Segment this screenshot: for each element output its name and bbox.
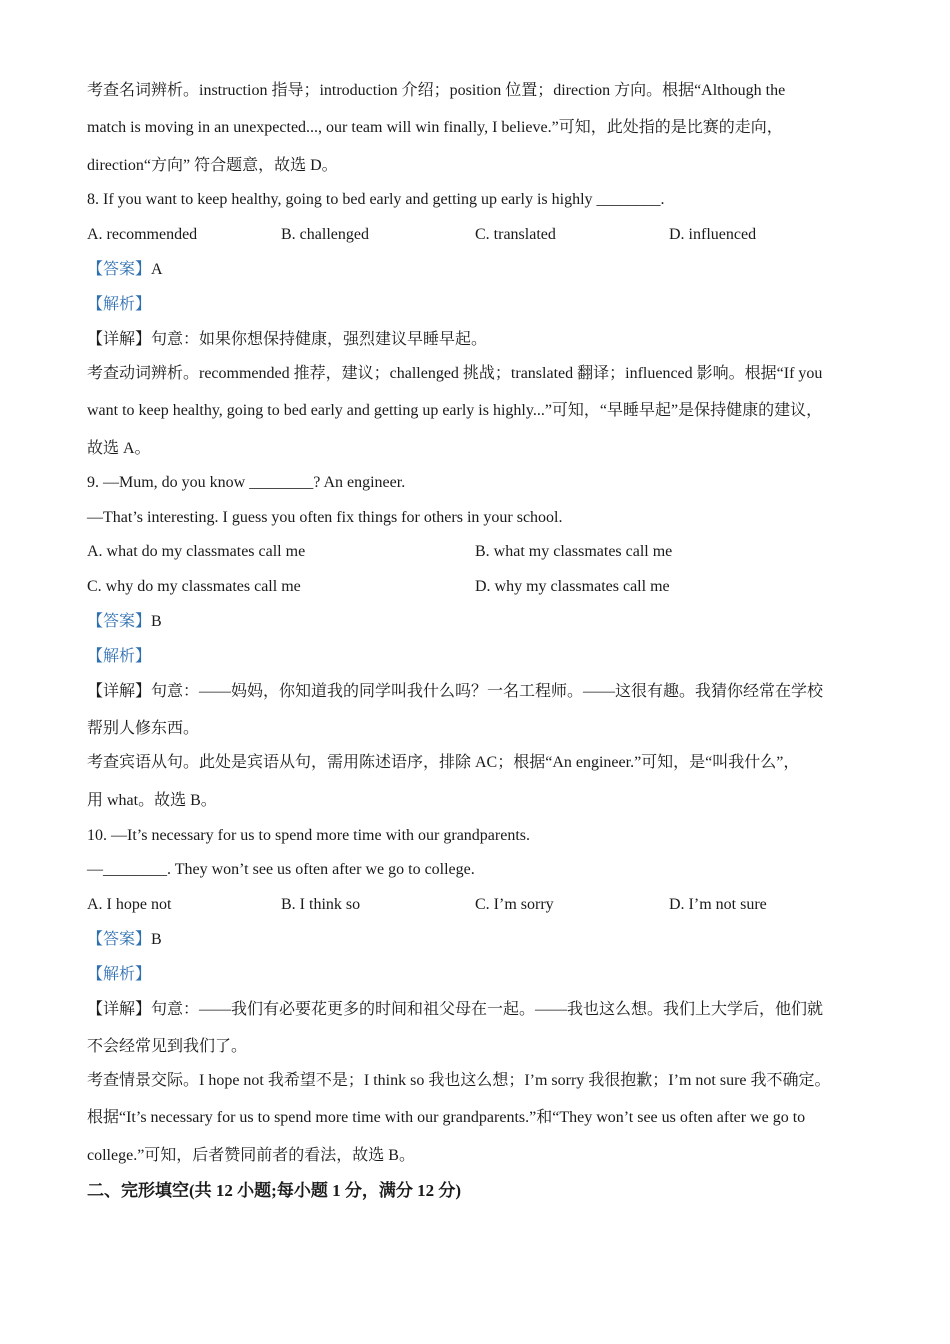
q9-analysis-tag: 【解析】 [87,648,152,665]
q7-explain-line-2: match is moving in an unexpected..., our team will win finally, I believe.”可知，此处指的是比赛的走向， [87,119,783,136]
q8-answer [87,259,163,281]
q8-analysis-tag: 【解析】 [87,296,152,313]
q8-explain-line-2: want to keep healthy, going to bed early and getting up early is highly...”可知，“早睡早起”是保持健康的建议， [87,402,823,419]
q10-explain-line-3: college.”可知，后者赞同前者的看法，故选 B。 [87,1147,415,1164]
q9-detail-line-2: 帮别人修东西。 [87,720,200,737]
q10-detail-line-1: 【详解】句意：——我们有必要花更多的时间和祖父母在一起。——我也这么想。我们上大学后，他们就 [87,1001,824,1018]
q10-option-b: B. I think so [281,896,361,913]
q10-explain-line-2: 根据“It’s necessary for us to spend more time with our grandparents.”和“They won’t see us often after we go to [87,1109,806,1126]
q8-question: 8. If you want to keep healthy, going to bed early and getting up early is highly ________. [87,191,665,208]
q10-question: 10. —It’s necessary for us to spend more time with our grandparents. [87,827,531,844]
answer-tag: 【答案】 [87,931,152,948]
q10-question-reply: —________. They won’t see us often after we go to college. [87,861,475,878]
q10-detail-line-2: 不会经常见到我们了。 [87,1038,248,1055]
q9-option-b: B. what my classmates call me [475,543,673,560]
q8-option-a: A. recommended [87,226,198,243]
q8-option-d: D. influenced [669,226,757,243]
q10-option-c: C. I’m sorry [475,896,554,913]
q9-option-c: C. why do my classmates call me [87,578,301,595]
answer-value: A [151,261,163,278]
q8-detail: 【详解】句意：如果你想保持健康，强烈建议早睡早起。 [87,331,488,348]
q8-option-b: B. challenged [281,226,369,243]
q9-detail-line-1: 【详解】句意：——妈妈，你知道我的同学叫我什么吗？一名工程师。——这很有趣。我猜你经常在学校 [87,683,824,700]
answer-tag: 【答案】 [87,613,152,630]
answer-value: B [151,931,162,948]
q9-question: 9. —Mum, do you know ________? An engineer. [87,474,406,491]
q9-explain-line-2: 用 what。故选 B。 [87,792,217,809]
q7-explain-line-3: direction“方向” 符合题意，故选 D。 [87,157,338,174]
q7-explain-line-1: 考查名词辨析。instruction 指导；introduction 介绍；position 位置；direction 方向。根据“Although the [87,82,786,99]
q9-option-d: D. why my classmates call me [475,578,670,595]
q10-option-d: D. I’m not sure [669,896,767,913]
q9-explain-line-1: 考查宾语从句。此处是宾语从句，需用陈述语序，排除 AC；根据“An engineer.”可知，是“叫我什么”， [87,754,800,771]
answer-value: B [151,613,162,630]
q9-answer [87,611,162,633]
q8-explain-line-1: 考查动词辨析。recommended 推荐，建议；challenged 挑战；translated 翻译；influenced 影响。根据“If you [87,365,823,382]
section-heading: 二、完形填空(共 12 小题;每小题 1 分，满分 12 分) [87,1181,461,1200]
q10-option-a: A. I hope not [87,896,172,913]
q10-answer [87,929,162,951]
q10-explain-line-1: 考查情景交际。I hope not 我希望不是；I think so 我也这么想；I’m sorry 我很抱歉；I’m not sure 我不确定。 [87,1072,831,1089]
q9-option-a: A. what do my classmates call me [87,543,306,560]
q10-analysis-tag: 【解析】 [87,966,152,983]
q8-option-c: C. translated [475,226,556,243]
answer-tag: 【答案】 [87,261,152,278]
q8-explain-line-3: 故选 A。 [87,440,151,457]
q9-question-reply: —That’s interesting. I guess you often fix things for others in your school. [87,509,563,526]
